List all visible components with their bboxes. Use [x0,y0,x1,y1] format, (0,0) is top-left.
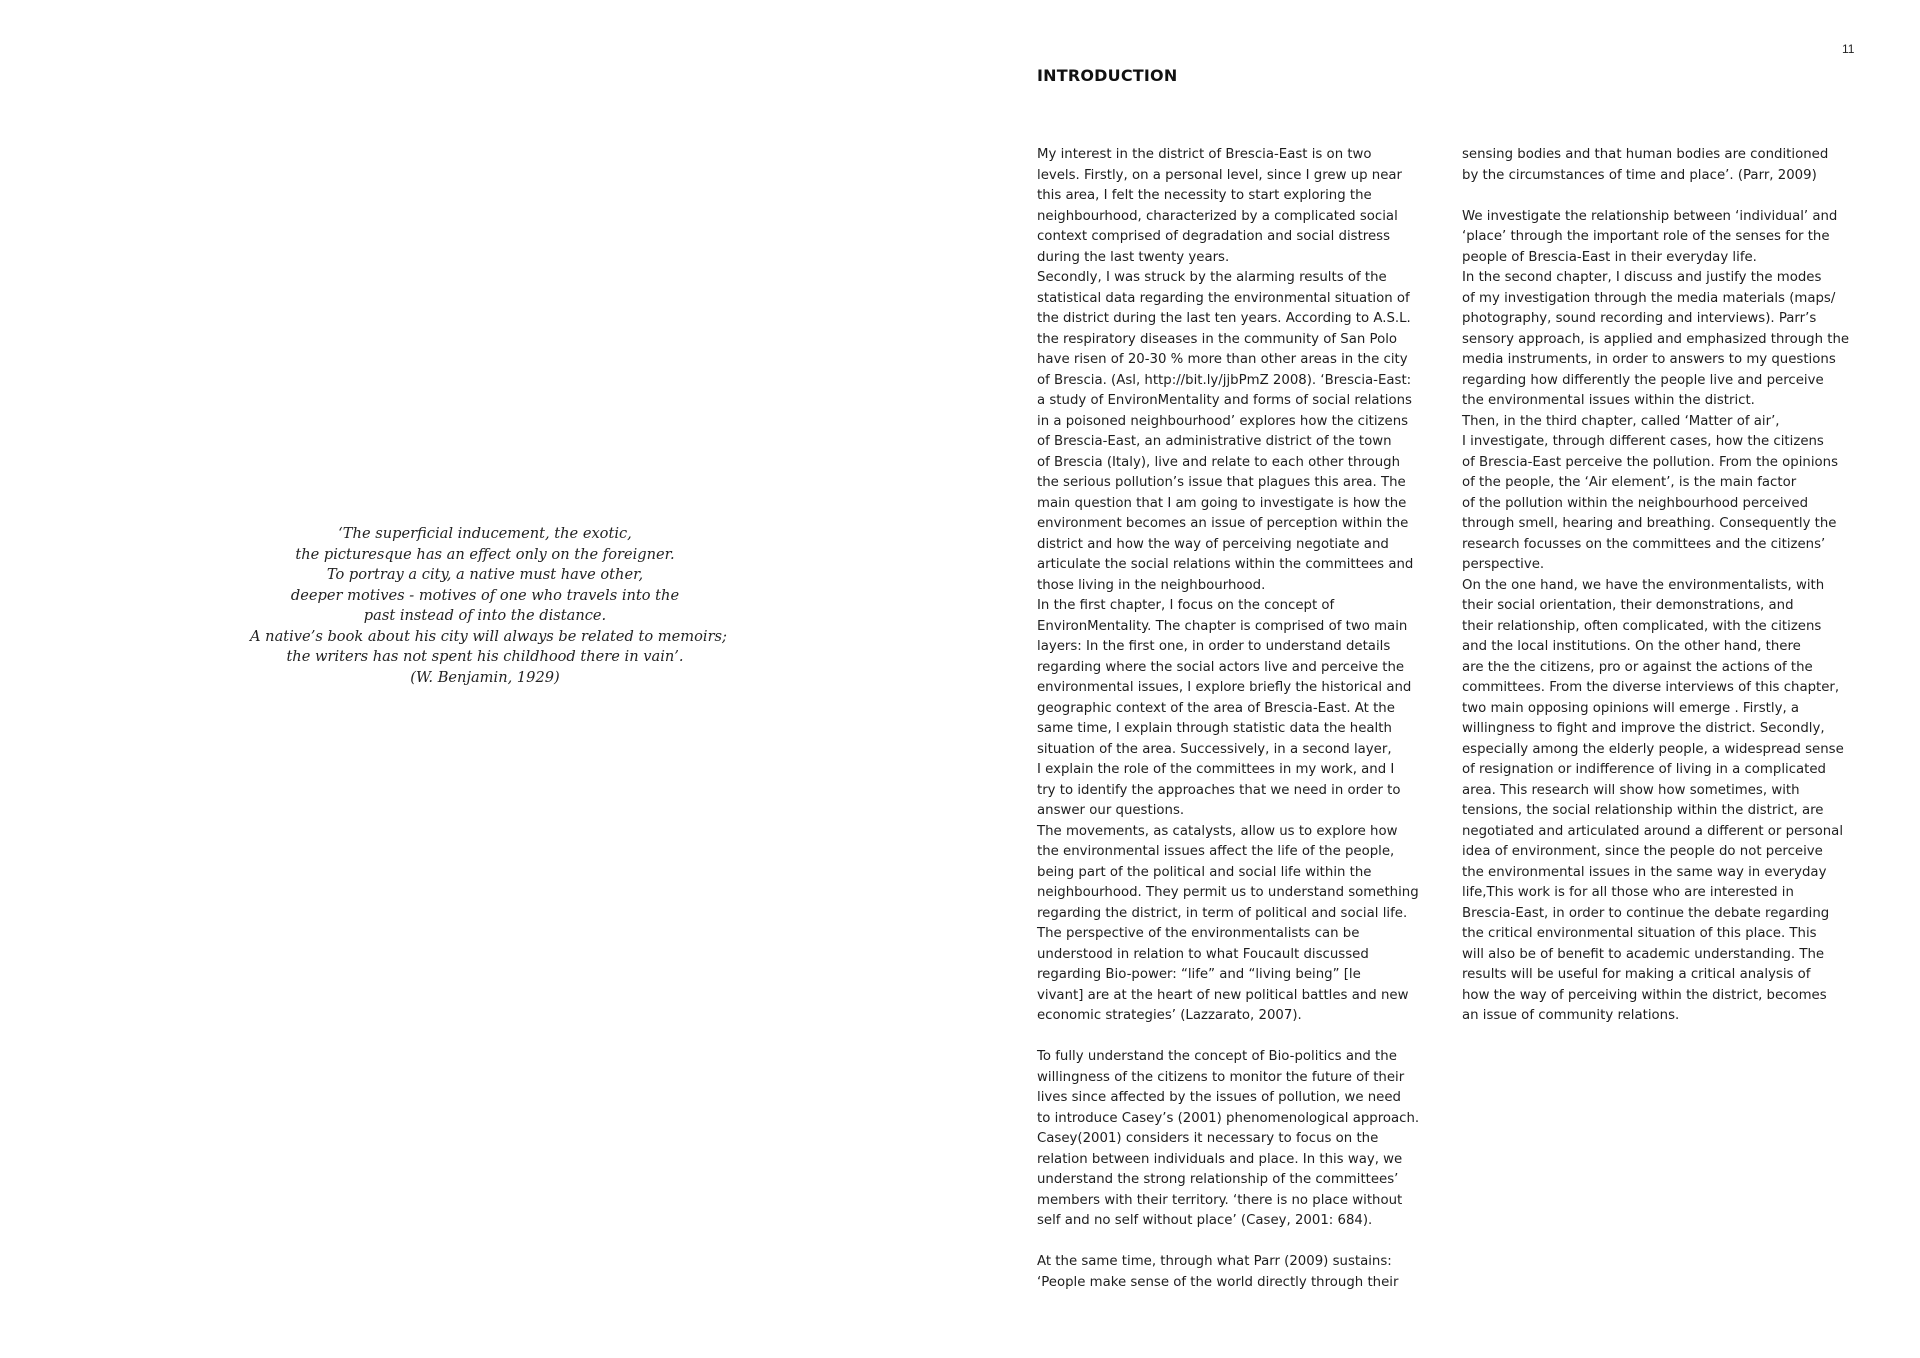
body-text-line: of my investigation through the media materials (maps/ [1462,290,1836,306]
body-text-line: neighbourhood. They permit us to understand something [1037,885,1419,900]
body-text-line: We investigate the relationship between ‘individual’ and [1462,208,1838,224]
body-text-line: The movements, as catalysts, allow us to explore how [1037,823,1398,839]
body-text-line: research focusses on the committees and the citizens’ [1462,536,1826,552]
body-text-line: of Brescia (Italy), live and relate to each other through [1037,454,1400,470]
body-text-line: main question that I am going to investigate is how the [1037,495,1407,511]
body-text-line: self and no self without place’ (Casey, 2001: 684). [1037,1213,1373,1228]
body-text-line: negotiated and articulated around a different or personal [1462,823,1844,839]
body-text-line: how the way of perceiving within the district, becomes [1462,987,1827,1003]
text-column-left [1037,145,1457,1293]
body-text-line: are the the citizens, pro or against the actions of the [1462,659,1813,675]
body-text-line: the district during the last ten years. According to A.S.L. [1037,311,1411,326]
body-text-line: perspective. [1462,557,1545,572]
text-column-right [1462,145,1882,1027]
body-text-line: their social orientation, their demonstrations, and [1462,598,1794,613]
body-text-line: willingness of the citizens to monitor the future of their [1037,1069,1405,1085]
body-text-line: the environmental issues in the same way in everyday [1462,864,1827,880]
body-text-line: On the one hand, we have the environmentalists, with [1462,577,1825,593]
right-page [960,0,1920,1358]
body-text-line: vivant] are at the heart of new political battles and new [1037,987,1409,1003]
body-text-line: EnvironMentality. The chapter is comprised of two main [1037,618,1408,634]
body-text-line: life,This work is for all those who are interested in [1462,885,1794,900]
body-text-line: this area, I felt the necessity to start exploring the [1037,188,1372,203]
body-text-line: a study of EnvironMentality and forms of social relations [1037,393,1412,408]
body-text-line: regarding Bio-power: “life” and “living being” [le [1037,967,1361,982]
body-text-line: understand the strong relationship of the committees’ [1037,1172,1399,1187]
body-text-line: have risen of 20-30 % more than other areas in the city [1037,352,1408,367]
body-text-line: neighbourhood, characterized by a complicated social [1037,208,1398,224]
body-text-line: In the second chapter, I discuss and justify the modes [1462,270,1822,285]
body-text-line: same time, I explain through statistic data the health [1037,721,1392,736]
body-text-line: relation between individuals and place. In this way, we [1037,1151,1403,1167]
body-text-line: the environmental issues within the district. [1462,393,1755,408]
body-text-line: of Brescia-East, an administrative district of the town [1037,434,1392,449]
body-text-line: willingness to fight and improve the district. Secondly, [1462,721,1825,736]
body-text-line: ‘People make sense of the world directly through their [1037,1274,1399,1290]
body-text-line: of Brescia-East perceive the pollution. From the opinions [1462,454,1839,470]
epigraph-line: the writers has not spent his childhood there in vain’. [286,648,684,665]
body-text-line: district and how the way of perceiving negotiate and [1037,536,1389,552]
epigraph-line: past instead of into the distance. [363,607,607,624]
body-text-line: of the pollution within the neighbourhood perceived [1462,495,1809,511]
body-text-line: Then, in the third chapter, called ‘Matter of air’, [1462,413,1780,429]
body-text-line: sensory approach, is applied and emphasized through the [1462,331,1850,347]
paragraph-gap [1037,1232,1457,1253]
body-text-line: the critical environmental situation of this place. This [1462,926,1817,941]
body-text-line: through smell, hearing and breathing. Consequently the [1462,516,1837,531]
body-text-line: in a poisoned neighbourhood’ explores how the citizens [1037,413,1409,429]
epigraph-line: A native’s book about his city will always be related to memoirs; [250,627,727,645]
body-text-line: results will be useful for making a critical analysis of [1462,967,1811,982]
body-text-line: regarding how differently the people live and perceive [1462,372,1824,388]
body-text-line: during the last twenty years. [1037,249,1230,265]
body-text-line: environment becomes an issue of perception within the [1037,516,1409,531]
body-text-line: try to identify the approaches that we need in order to [1037,782,1401,798]
epigraph-line: the picturesque has an effect only on the foreigner. [295,545,675,563]
body-text-line: To fully understand the concept of Bio-politics and the [1037,1049,1397,1064]
body-text-line: of Brescia. (Asl, http://bit.ly/jjbPmZ 2008). ‘Brescia-East: [1037,372,1412,388]
body-text-line: answer our questions. [1037,803,1185,818]
body-text-line: situation of the area. Successively, in a second layer, [1037,741,1392,757]
epigraph-line: deeper motives - motives of one who travels into the [290,586,680,604]
body-text-line: In the first chapter, I focus on the concept of [1037,598,1335,613]
body-text-line: Secondly, I was struck by the alarming results of the [1037,270,1387,285]
body-text-line: articulate the social relations within the committees and [1037,557,1414,572]
body-text-line: of resignation or indifference of living in a complicated [1462,762,1826,777]
body-text-line: Casey(2001) considers it necessary to focus on the [1037,1131,1379,1146]
body-text-line: will also be of benefit to academic understanding. The [1462,946,1825,962]
paragraph-gap [1037,1027,1457,1048]
body-text-line: by the circumstances of time and place’. (Parr, 2009) [1462,167,1817,183]
body-text-line: layers: In the first one, in order to understand details [1037,639,1391,654]
body-text-line: environmental issues, I explore briefly the historical and [1037,680,1412,695]
body-text-line: to introduce Casey’s (2001) phenomenological approach. [1037,1110,1420,1126]
body-text-line: the respiratory diseases in the community of San Polo [1037,331,1398,347]
body-text-line: context comprised of degradation and social distress [1037,229,1390,244]
body-text-line: committees. From the diverse interviews of this chapter, [1462,680,1840,695]
body-text-line: members with their territory. ‘there is no place without [1037,1192,1403,1208]
body-text-line: the environmental issues affect the life of the people, [1037,844,1395,859]
body-text-line: photography, sound recording and interviews). Parr’s [1462,311,1817,326]
body-text-line: an issue of community relations. [1462,1008,1680,1023]
epigraph-quote [250,524,727,688]
body-text-line: I explain the role of the committees in my work, and I [1037,762,1395,777]
body-text-line: regarding the district, in term of political and social life. [1037,905,1408,921]
body-text-line: I investigate, through different cases, how the citizens [1462,434,1824,449]
body-text-line: regarding where the social actors live and perceive the [1037,659,1405,675]
body-text-line: area. This research will show how sometimes, with [1462,782,1800,798]
body-text-line: their relationship, often complicated, with the citizens [1462,618,1822,634]
epigraph-line: ‘The superficial inducement, the exotic, [338,525,632,542]
body-text-line: of the people, the ‘Air element’, is the main factor [1462,475,1797,490]
body-text-line: The perspective of the environmentalists can be [1037,926,1360,941]
body-text-line: and the local institutions. On the other hand, there [1462,639,1801,654]
body-text-line: tensions, the social relationship within the district, are [1462,803,1824,818]
section-heading: INTRODUCTION [1037,66,1178,85]
body-text-line: ‘place’ through the important role of the senses for the [1462,229,1830,244]
body-text-line: economic strategies’ (Lazzarato, 2007). [1037,1008,1302,1023]
body-text-line: My interest in the district of Brescia-East is on two [1037,147,1372,162]
paragraph-gap [1462,186,1882,207]
body-text-line: two main opposing opinions will emerge . Firstly, a [1462,700,1800,716]
page-number: 11 [1842,42,1855,56]
body-text-line: levels. Firstly, on a personal level, since I grew up near [1037,167,1403,183]
body-text-line: Brescia-East, in order to continue the debate regarding [1462,905,1830,921]
body-text-line: geographic context of the area of Brescia-East. At the [1037,700,1395,716]
body-text-line: especially among the elderly people, a widespread sense [1462,741,1844,757]
body-text-line: people of Brescia-East in their everyday life. [1462,249,1757,265]
body-text-line: those living in the neighbourhood. [1037,577,1266,593]
body-text-line: being part of the political and social life within the [1037,864,1372,880]
body-text-line: At the same time, through what Parr (2009) sustains: [1037,1254,1392,1269]
epigraph-line: (W. Benjamin, 1929) [410,668,560,686]
body-text-line: the serious pollution’s issue that plagues this area. The [1037,475,1406,490]
body-text-line: understood in relation to what Foucault discussed [1037,946,1369,962]
body-text-line: media instruments, in order to answers to my questions [1462,352,1836,367]
body-text-line: statistical data regarding the environmental situation of [1037,290,1410,306]
body-text-line: lives since affected by the issues of pollution, we need [1037,1090,1401,1105]
epigraph-line: To portray a city, a native must have other, [326,566,644,583]
body-text-line: idea of environment, since the people do not perceive [1462,844,1823,859]
body-text-line: sensing bodies and that human bodies are conditioned [1462,147,1829,162]
